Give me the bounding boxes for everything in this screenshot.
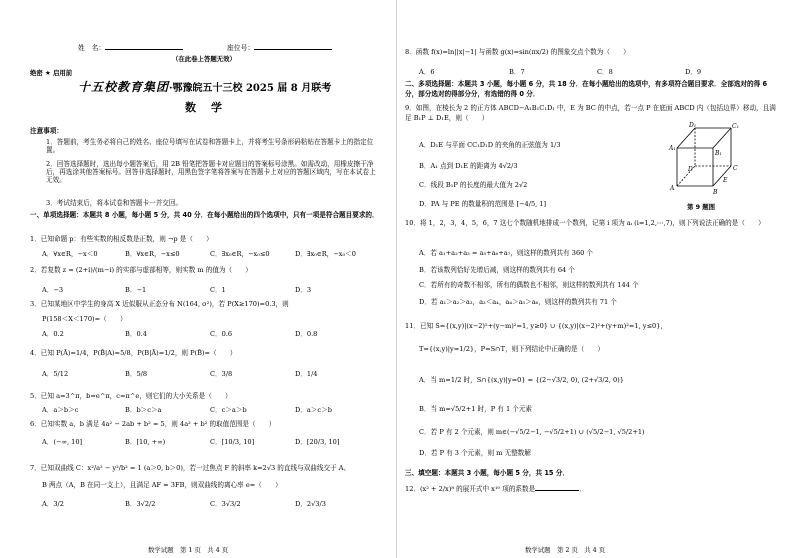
q8-option-c: C．8 — [597, 68, 613, 76]
edge-b-c — [713, 166, 731, 186]
q6-option-a: A．(−∞, 10] — [42, 438, 83, 446]
q11-option-b: B．当 m=√5/2+1 时，P 有 1 个元素 — [419, 405, 533, 413]
q9-option-d: D．PA 与 PE 的数量积的范围是 [−4/5, 1] — [419, 200, 547, 208]
label-d1: D₁ — [689, 122, 697, 129]
q7-option-c: C．3√3/2 — [210, 500, 241, 508]
q8-option-b: B．7 — [509, 68, 525, 76]
note-1: 1．答题前，考生务必将自己的姓名、座位号填写在试卷和答题卡上，并将考生号条形码粘贴在答题卡上的指定位置。 — [46, 138, 374, 155]
q10-option-c: C．若所有的奇数不相邻，所有的偶数也不相邻，则这样的数列共有 144 个 — [419, 281, 639, 289]
q4-stem: 4．已知 P(Ā)=1/4，P(B̄|A)=5/8，P(B|Ā)=1/2，则 P(B̄)=（ ） — [30, 349, 237, 357]
q7-stem: 7．已知双曲线 C：x²/a² − y²/b² = 1 (a＞0, b＞0)，若一过焦点 F 的斜率 k=2√3 的直线与双曲线交于 A、 — [30, 464, 351, 472]
label-b: B — [713, 189, 718, 196]
note-2: 2．回答选择题时，选出每小题答案后，用 2B 铅笔把答题卡对应题目的答案标号涂黑。如需改动，用橡皮擦干净后，再选涂其他答案标号。回答非选择题时，用黑色签字笔将答案写在答题卡上对应的答题区域内，写在本试卷上无效。 — [46, 160, 376, 185]
label-c1: C₁ — [732, 123, 739, 130]
q5-option-b: B．b＞c＞a — [125, 406, 162, 414]
name-field: 姓 名： — [78, 43, 183, 52]
exam-title: 十五校教育集团·鄂豫皖五十三校 2025 届 8 月联考 — [78, 80, 332, 94]
q9-stem: 9．如图，在棱长为 2 的正方体 ABCD−A₁B₁C₁D₁ 中，E 为 BC 的中点，若一点 P 在底面 ABCD 内（包括边界）移动，且满足 B₁P ⊥ D₁E，则（ ） — [405, 104, 776, 122]
notes-title: 注意事项： — [30, 127, 63, 135]
q8-stem: 8．函数 f(x)=ln||x|−1| 与函数 g(x)=sin(πx/2) 的图象交点个数为（ ） — [405, 48, 630, 56]
q10-option-d: D．若 a₁＞a₂＞a₃，a₃＜a₄，a₄＞a₅＞a₆，则这样的数列共有 71 个 — [419, 298, 617, 306]
q2-option-a: A．−3 — [42, 286, 64, 294]
q11-stem-cont: T={(x,y)|y=1/2}，P=S∩T，则下列结论中正确的是（ ） — [419, 345, 604, 353]
q5-option-d: D．a＞c＞b — [295, 406, 332, 414]
q9-option-b: B．A₁ 点到 D₁E 的距离为 4√2/3 — [419, 162, 518, 170]
q4-option-d: D．1/4 — [295, 370, 318, 378]
q10-option-b: B．若该数列恰好先增后减，则这样的数列共有 64 个 — [419, 266, 575, 274]
q3-stem: 3．已知某地区中学生的身高 X 近似服从正态分布 N(164, σ²)，若 P(X≥170)=0.3，则 — [30, 300, 289, 308]
q11-option-d: D．若 P 有 3 个元素，则 m 无整数解 — [419, 449, 531, 457]
subject-title: 数 学 — [185, 101, 224, 114]
label-c: C — [733, 165, 738, 172]
q6-option-c: C．[10/3, 10] — [210, 438, 255, 446]
q9-option-a: A．D₁E 与平面 CC₁D₁D 的夹角的正弦值为 1/3 — [419, 141, 561, 149]
section1-title: 一、单项选择题：本题共 8 小题，每小题 5 分，共 40 分．在每小题给出的四个选项中，只有一项是符合题目要求的． — [30, 211, 379, 219]
label-d: D — [688, 166, 693, 173]
q9-option-c: C．线段 B₁P 的长度的最大值为 2√2 — [419, 181, 528, 189]
q10-option-a: A．若 a₁+a₂+a₃ = a₅+a₆+a₇，则这样的数列共有 360 个 — [419, 249, 594, 257]
secret-mark: 绝密 ★ 启用前 — [30, 69, 73, 77]
q11-option-c: C．若 P 有 2 个元素，则 m∈(−√5/2−1, −√5/2+1) ∪ (√5/2−1, √5/2+1) — [419, 428, 645, 436]
q3-option-c: C．0.6 — [210, 330, 233, 338]
q7-option-a: A．3/2 — [42, 500, 64, 508]
seat-field: 座位号： — [227, 43, 332, 52]
q3-option-a: A．0.2 — [42, 330, 64, 338]
q1-option-c: C．∃x₀∈R，−x₀≤0 — [210, 250, 270, 258]
section3-title: 三、填空题：本题共 3 小题，每小题 5 分，共 15 分． — [405, 469, 569, 477]
q4-option-b: B．5/8 — [125, 370, 148, 378]
q6-option-d: D．[20/3, 10] — [295, 438, 340, 446]
note-3: 3．考试结束后，将本试卷和答题卡一并交回。 — [46, 199, 183, 207]
q5-stem: 5．已知 a=3^π，b=e^π，c=π^e，则它们的大小关系是（ ） — [30, 392, 232, 400]
q1-option-d: D．∃x₀∈R，−x₀＜0 — [295, 250, 356, 258]
right-page — [397, 0, 794, 558]
q3-option-d: D．0.8 — [295, 330, 318, 338]
org-logo-text: 十五校教育集团 — [78, 80, 170, 94]
q2-option-c: C．1 — [210, 286, 226, 294]
q7-option-b: B．3√2/2 — [125, 500, 156, 508]
q6-option-b: B．[10, +∞) — [125, 438, 166, 446]
q12-stem: 12．(x² + 2/x)⁸ 的展开式中 x¹⁰ 项的系数是 ． — [405, 485, 586, 493]
q2-option-d: D．3 — [295, 286, 312, 294]
q11-stem: 11．已知 S={(x,y)|(x−2)²+(y−m)²=1, y≥0} ∪ {(x,y)|(x−2)²+(y+m)²=1, y≤0}， — [405, 322, 668, 330]
invalid-note: （在此卷上答题无效） — [172, 55, 236, 63]
q1-stem: 1．已知命题 p：有些实数的相反数是正数，则 ¬p 是（ ） — [30, 235, 213, 243]
q8-option-d: D．9 — [685, 68, 702, 76]
edge-b1-c1 — [713, 128, 731, 148]
label-e: E — [723, 177, 728, 184]
label-a1: A₁ — [669, 145, 676, 152]
q10-stem: 10．将 1，2，3，4，5，6，7 这七个数随机地排成一个数列，记第 i 项为 aᵢ (i=1,2,⋯,7)，则下列说法正确的是（ ） — [405, 219, 765, 227]
footer-right: 数学试题 第 2 页 共 4 页 — [525, 546, 606, 554]
q6-stem: 6．已知实数 a，b 满足 4a² − 2ab + b² = 5，则 4a² + b² 的取值范围是（ ） — [30, 420, 276, 428]
section2-title: 二、多项选择题：本题共 3 小题，每小题 6 分，共 18 分．在每小题给出的选项中，有多项符合题目要求．全部选对的得 6 分，部分选对的得部分分，有选错的得 0 分． — [405, 80, 768, 98]
footer-left: 数学试题 第 1 页 共 4 页 — [148, 546, 229, 554]
cube-figure — [665, 120, 745, 198]
q1-option-b: B．∀x∈R，−x≤0 — [125, 250, 180, 258]
q5-option-a: A．a＞b＞c — [42, 406, 79, 414]
q4-option-c: C．3/8 — [210, 370, 233, 378]
q11-option-a: A．当 m=1/2 时，S∩{(x,y)|y=0} = {(2−√3/2, 0), (2+√3/2, 0)} — [419, 376, 624, 384]
q5-option-c: C．c＞a＞b — [210, 406, 247, 414]
q4-option-a: A．5/12 — [42, 370, 69, 378]
q3-stem-cont: P(158＜X＜170)=（ ） — [42, 315, 127, 323]
q12-answer-blank[interactable] — [535, 484, 579, 491]
q3-option-b: B．0.4 — [125, 330, 147, 338]
q2-option-b: B．−1 — [125, 286, 147, 294]
label-b1: B₁ — [715, 150, 722, 157]
edge-a1-d1 — [677, 128, 695, 148]
q1-option-a: A．∀x∈R，−x＜0 — [42, 250, 98, 258]
q7-stem-cont: B 两点（A，B 在同一支上），且满足 AF = 3FB，则双曲线的离心率 e=（ ） — [42, 481, 282, 489]
label-a: A — [670, 185, 675, 192]
figure-caption: 第 9 题图 — [687, 203, 716, 211]
q7-option-d: D．2√3/3 — [295, 500, 326, 508]
q2-stem: 2．若复数 z = (2+i)/(m−i) 的实部与虚部相等，则实数 m 的值为（ ） — [30, 266, 252, 274]
q8-option-a: A．6 — [419, 68, 435, 76]
